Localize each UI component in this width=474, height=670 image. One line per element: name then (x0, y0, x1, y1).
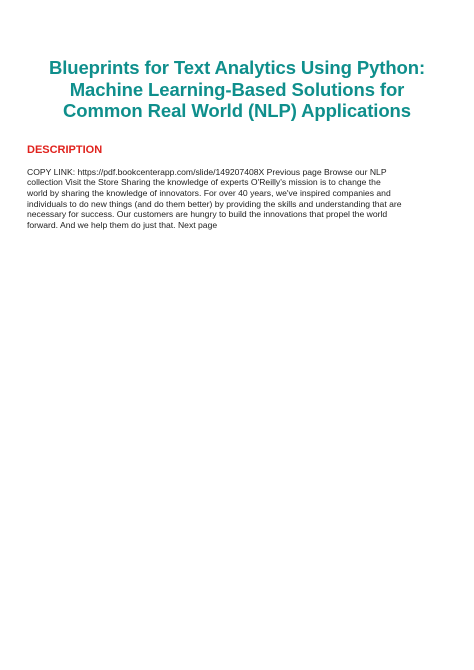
title-line-1: Blueprints for Text Analytics Using Python: (48, 57, 426, 78)
description-line-4: individuals to do new things (and do them better) by providing the skills and understanding that are (27, 198, 402, 209)
description-line-1: COPY LINK: https://pdf.bookcenterapp.com/slide/149207408X Previous page Browse our NLP (27, 166, 387, 177)
description-text (27, 167, 447, 231)
document-title (27, 0, 447, 122)
title-line-2: Machine Learning-Based Solutions for (69, 78, 405, 100)
description-line-2: collection Visit the Store Sharing the knowledge of experts O'Reilly's mission is to change the (27, 177, 381, 188)
description-line-3: world by sharing the knowledge of innovators. For over 40 years, we've inspired companies and (27, 187, 391, 198)
description-line-5: necessary for success. Our customers are hungry to build the innovations that propel the world (27, 209, 388, 220)
title-line-3: Common Real World (NLP) Applications (63, 100, 411, 121)
description-line-6: forward. And we help them do just that. Next page (27, 220, 218, 231)
description-heading: DESCRIPTION (27, 143, 103, 156)
